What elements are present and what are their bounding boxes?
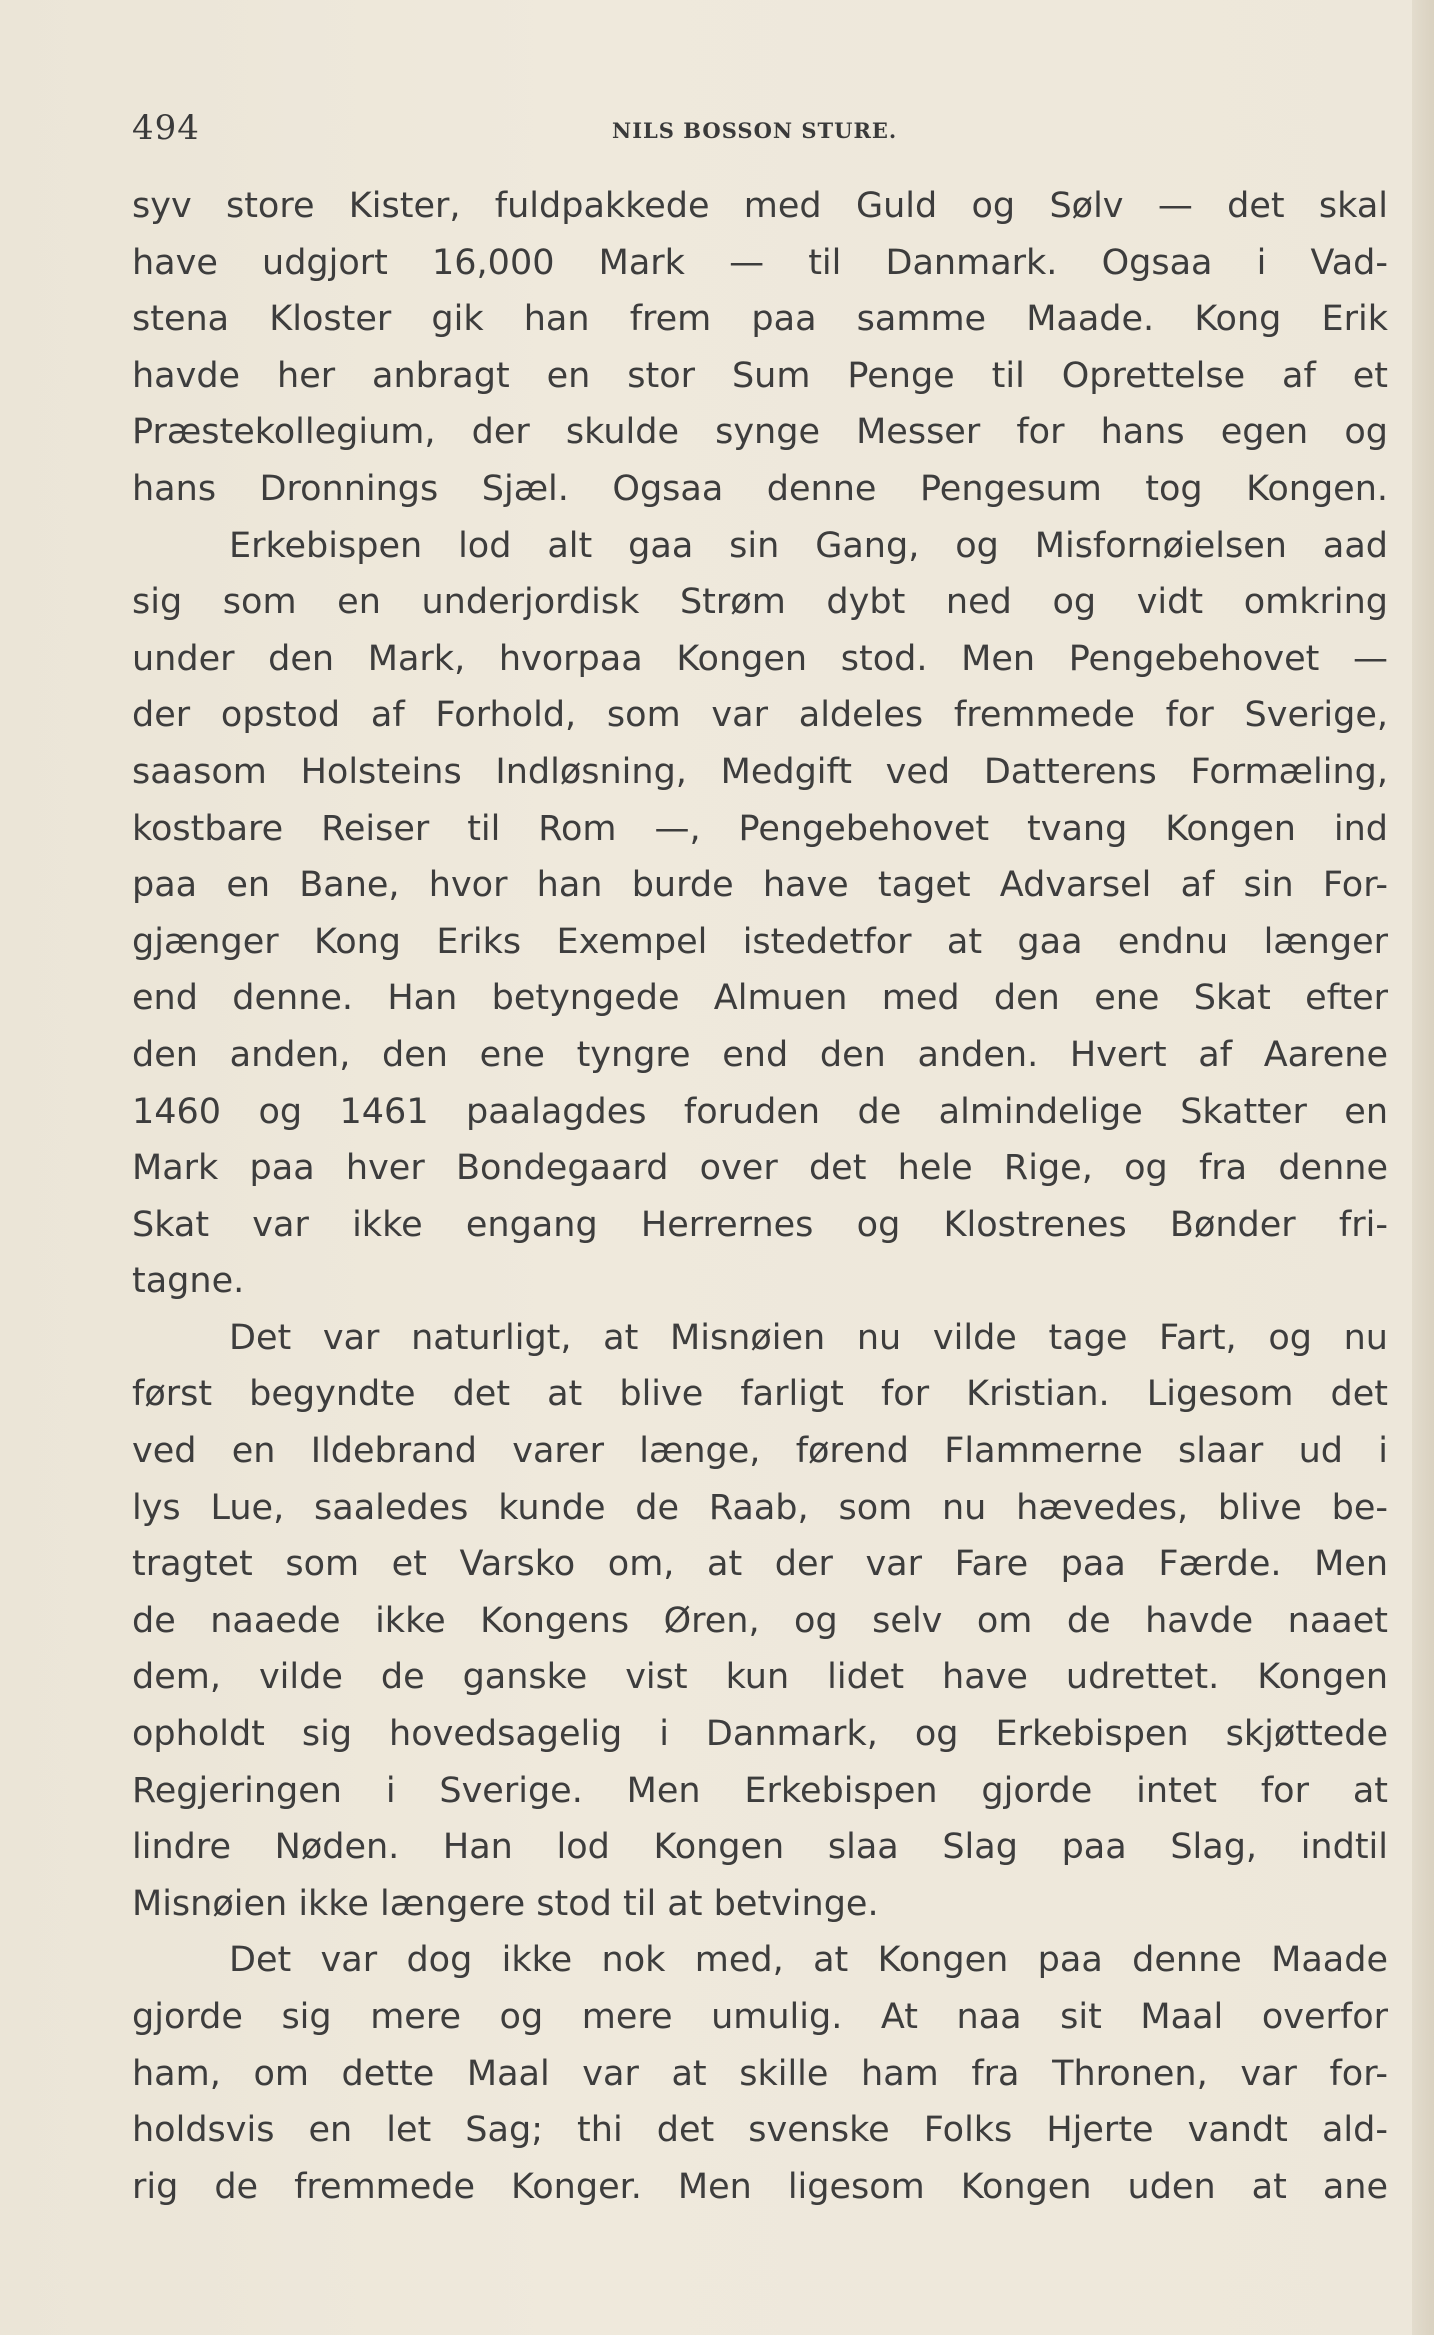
text-line: Det var naturligt, at Misnøien nu vilde tage Fart, og nu bbox=[229, 1317, 1388, 1358]
text-line: gjænger Kong Eriks Exempel istedetfor at gaa endnu længer bbox=[132, 921, 1388, 962]
text-line: holdsvis en let Sag; thi det svenske Folks Hjerte vandt ald- bbox=[132, 2110, 1388, 2151]
text-line: Mark paa hver Bondegaard over det hele Rige, og fra denne bbox=[132, 1148, 1388, 1189]
text-line: stena Kloster gik han frem paa samme Maade. Kong Erik bbox=[132, 299, 1388, 340]
text-line: Erkebispen lod alt gaa sin Gang, og Misfornøielsen aad bbox=[229, 525, 1388, 566]
text-line: først begyndte det at blive farligt for Kristian. Ligesom det bbox=[132, 1374, 1388, 1415]
page-number: 494 bbox=[132, 108, 200, 148]
body-text bbox=[132, 178, 1388, 2215]
text-line: gjorde sig mere og mere umulig. At naa sit Maal overfor bbox=[132, 1997, 1388, 2037]
text-line: opholdt sig hovedsagelig i Danmark, og Erkebispen skjøttede bbox=[132, 1714, 1388, 1755]
text-line: Skat var ikke engang Herrernes og Klostrenes Bønder fri- bbox=[132, 1204, 1388, 1245]
text-line: tragtet som et Varsko om, at der var Fare paa Færde. Men bbox=[132, 1544, 1388, 1585]
text-line: saasom Holsteins Indløsning, Medgift ved Datterens Formæling, bbox=[132, 751, 1388, 792]
text-line: de naaede ikke Kongens Øren, og selv om de havde naaet bbox=[132, 1600, 1388, 1641]
text-line: lys Lue, saaledes kunde de Raab, som nu hævedes, blive be- bbox=[132, 1487, 1388, 1528]
running-head: NILS BOSSON STURE. bbox=[612, 118, 898, 143]
text-line: end denne. Han betyngede Almuen med den ene Skat efter bbox=[132, 978, 1388, 1019]
page-edge-shadow bbox=[1412, 0, 1434, 2335]
text-line: Misnøien ikke længere stod til at betvinge. bbox=[132, 1883, 879, 1924]
text-line: havde her anbragt en stor Sum Penge til Oprettelse af et bbox=[132, 355, 1388, 396]
text-line: dem, vilde de ganske vist kun lidet have udrettet. Kongen bbox=[132, 1657, 1388, 1698]
text-line: Regjeringen i Sverige. Men Erkebispen gjorde intet for at bbox=[132, 1770, 1388, 1811]
page-header bbox=[132, 108, 1392, 158]
text-line: sig som en underjordisk Strøm dybt ned og vidt omkring bbox=[132, 582, 1388, 623]
text-line: syv store Kister, fuldpakkede med Guld og Sølv — det skal bbox=[132, 186, 1388, 226]
text-line: ved en Ildebrand varer længe, førend Flammerne slaar ud i bbox=[132, 1431, 1388, 1472]
text-line: under den Mark, hvorpaa Kongen stod. Men Pengebehovet — bbox=[132, 638, 1388, 679]
text-line: kostbare Reiser til Rom —, Pengebehovet tvang Kongen ind bbox=[132, 808, 1388, 849]
text-line: 1460 og 1461 paalagdes foruden de almindelige Skatter en bbox=[132, 1091, 1388, 1132]
text-line: der opstod af Forhold, som var aldeles fremmede for Sverige, bbox=[132, 695, 1388, 736]
text-line: hans Dronnings Sjæl. Ogsaa denne Pengesum tog Kongen. bbox=[132, 468, 1388, 509]
text-line: Præstekollegium, der skulde synge Messer for hans egen og bbox=[132, 412, 1388, 453]
text-line: paa en Bane, hvor han burde have taget Advarsel af sin For- bbox=[132, 865, 1388, 906]
text-line: Det var dog ikke nok med, at Kongen paa denne Maade bbox=[229, 1940, 1388, 1981]
text-line: rig de fremmede Konger. Men ligesom Kongen uden at ane bbox=[132, 2166, 1388, 2207]
text-line: lindre Nøden. Han lod Kongen slaa Slag paa Slag, indtil bbox=[132, 1827, 1388, 1868]
text-line: tagne. bbox=[132, 1261, 245, 1302]
text-line: ham, om dette Maal var at skille ham fra Thronen, var for- bbox=[132, 2053, 1388, 2094]
text-line: den anden, den ene tyngre end den anden. Hvert af Aarene bbox=[132, 1034, 1388, 1075]
text-line: have udgjort 16,000 Mark — til Danmark. Ogsaa i Vad- bbox=[132, 242, 1388, 283]
